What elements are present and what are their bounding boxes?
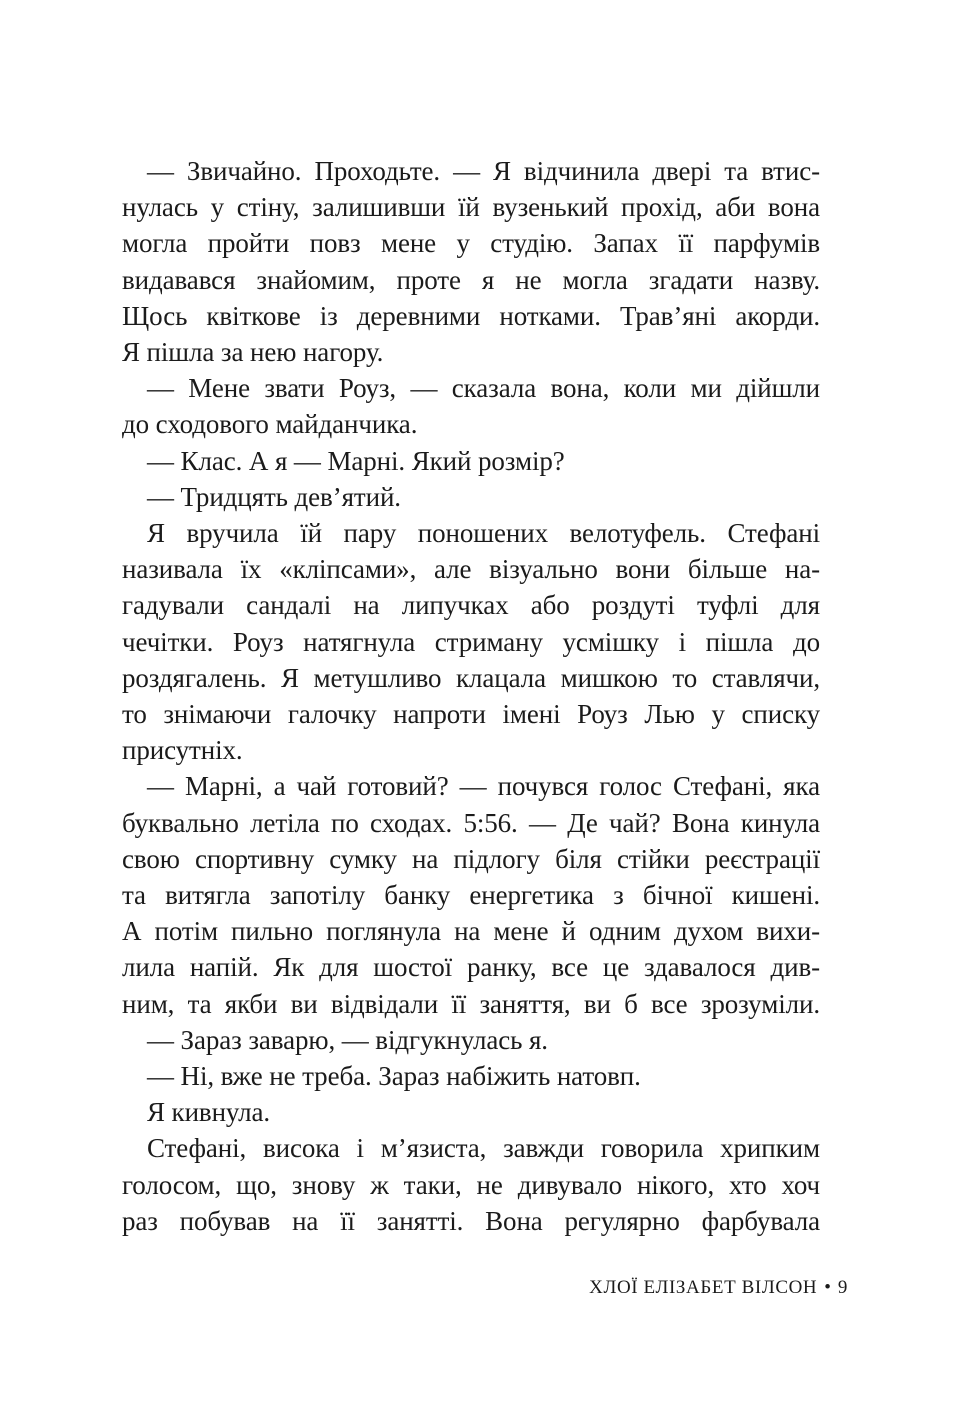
text-line: свою спортивну сумку на підлогу біля стійки реєстрації xyxy=(122,843,820,874)
running-footer xyxy=(122,1276,848,1300)
text-line: буквально летіла по сходах. 5:56. — Де чай? Вона кинула xyxy=(122,807,820,838)
text-line: голосом, що, знову ж таки, не дивувало нікого, хто хоч xyxy=(122,1169,820,1200)
text-line: називала їх «кліпсами», але візуально вони більше на- xyxy=(122,554,820,585)
paragraph xyxy=(122,1130,820,1239)
paragraph xyxy=(122,1022,820,1058)
text-line: Стефані, висока і м’язиста, завжди говорила хрипким xyxy=(147,1133,820,1164)
text-line: видавався знайомим, проте я не могла згадати назву. xyxy=(122,264,820,295)
page-text xyxy=(122,153,820,1239)
text-line: гадували сандалі на липучках або роздуті туфлі для xyxy=(122,590,820,621)
text-line: могла пройти повз мене у студію. Запах її парфумів xyxy=(122,228,820,259)
paragraph xyxy=(122,153,820,370)
text-line: нулась у стіну, залишивши їй вузенький прохід, аби вона xyxy=(122,192,820,223)
text-line: Щось квіткове із деревними нотками. Трав’яні акорди. xyxy=(122,300,820,331)
paragraph xyxy=(122,370,820,442)
text-line: А потім пильно поглянула на мене й одним духом вихи- xyxy=(122,916,820,947)
text-line: — Тридцять дев’ятий. xyxy=(147,481,401,512)
text-line: Я вручила їй пару поношених велотуфель. Стефані xyxy=(147,518,820,549)
text-line: — Звичайно. Проходьте. — Я відчинила двері та втис- xyxy=(147,156,820,186)
text-line: Я кивнула. xyxy=(147,1097,271,1128)
paragraph xyxy=(122,443,820,479)
paragraph xyxy=(122,479,820,515)
text-line: — Клас. А я — Марні. Який розмір? xyxy=(147,445,565,476)
text-line: — Ні, вже не треба. Зараз набіжить натовп. xyxy=(147,1061,641,1092)
text-line: то знімаючи галочку напроти імені Роуз Лью у списку xyxy=(122,699,820,730)
text-line: — Зараз заварю, — відгукнулась я. xyxy=(147,1024,548,1055)
footer-page-number: 9 xyxy=(837,1277,848,1298)
footer-author: ХЛОЇ ЕЛІЗАБЕТ ВІЛСОН xyxy=(589,1277,818,1298)
paragraph xyxy=(122,515,820,768)
footer-separator: • xyxy=(824,1277,831,1298)
text-line: — Марні, а чай готовий? — почувся голос Стефані, яка xyxy=(147,771,820,802)
paragraph xyxy=(122,1058,820,1094)
text-line: лила напій. Як для шостої ранку, все це здавалося див- xyxy=(122,952,820,983)
text-line: — Мене звати Роуз, — сказала вона, коли ми дійшли xyxy=(147,373,820,404)
text-line: Я пішла за нею нагору. xyxy=(122,337,384,368)
text-line: та витягла запотілу банку енергетика з бічної кишені. xyxy=(122,880,820,911)
paragraph xyxy=(122,1094,820,1130)
text-line: ним, та якби ви відвідали її заняття, ви б все зрозуміли. xyxy=(122,988,820,1019)
text-line: чечітки. Роуз натягнула стриману усмішку і пішла до xyxy=(122,626,820,657)
text-line: роздягалень. Я метушливо клацала мишкою то ставлячи, xyxy=(122,662,820,693)
text-line: раз побував на її занятті. Вона регулярно фарбувала xyxy=(122,1205,820,1236)
text-line: до сходового майданчика. xyxy=(122,409,418,440)
text-line: присутніх. xyxy=(122,735,243,766)
paragraph xyxy=(122,768,820,1021)
